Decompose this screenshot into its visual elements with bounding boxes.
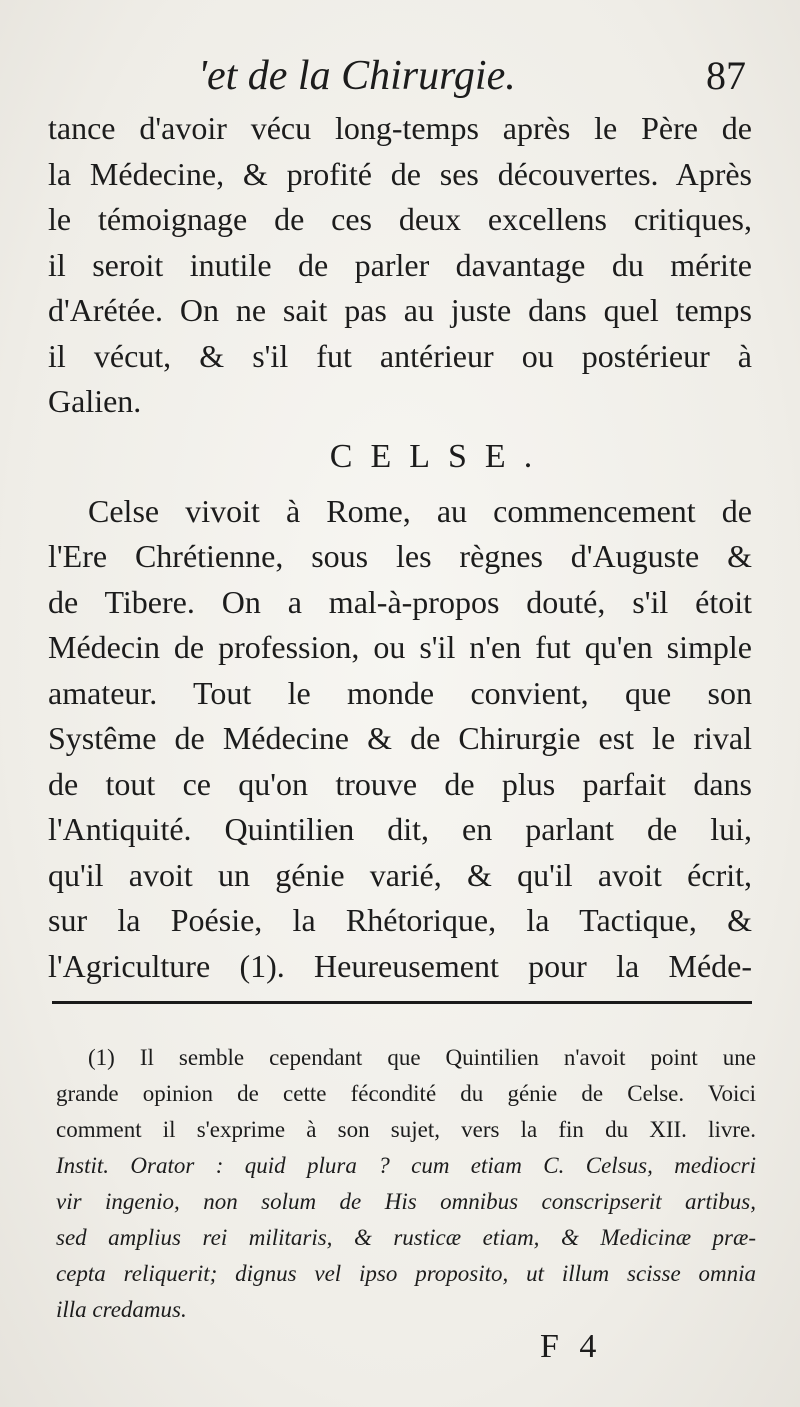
text-line: qu'il avoit un génie varié, & qu'il avoit écrit,	[48, 856, 752, 893]
footnote-line: (1) Il semble cependant que Quintilien n'avoit point une	[88, 1045, 756, 1070]
section-heading: CELSE.	[329, 437, 551, 475]
signature-mark: F 4	[540, 1328, 603, 1365]
footnote-divider	[52, 1001, 752, 1004]
footnote-line: grande opinion de cette fécondité du génie de Celse. Voici	[56, 1081, 756, 1106]
text-line: le témoignage de ces deux excellens critiques,	[48, 201, 752, 237]
text-line: Galien.	[48, 383, 142, 419]
page-number: 87	[706, 53, 746, 98]
running-title: 'et de la Chirurgie.	[198, 53, 516, 99]
main-text	[48, 106, 752, 989]
text-line: sur la Poésie, la Rhétorique, la Tactique, &	[48, 902, 752, 938]
text-line: tance d'avoir vécu long-temps après le Père de	[48, 110, 752, 146]
text-line: l'Agriculture (1). Heureusement pour la Méde-	[48, 947, 752, 984]
text-line: l'Ere Chrétienne, sous les règnes d'Auguste &	[48, 538, 752, 574]
page-header	[48, 48, 748, 104]
text-line: Systême de Médecine & de Chirurgie est le rival	[48, 720, 752, 756]
text-line: de Tibere. On a mal-à-propos douté, s'il étoit	[48, 583, 752, 620]
footnote-line: comment il s'exprime à son sujet, vers la fin du XII. livre.	[56, 1117, 756, 1142]
footnote-line: vir ingenio, non solum de His omnibus conscripserit artibus,	[56, 1189, 756, 1214]
text-line: la Médecine, & profité de ses découvertes. Après	[48, 155, 752, 192]
footnote-line: sed amplius rei militaris, & rusticæ etiam, & Medicinæ præ-	[56, 1225, 756, 1250]
text-line: il vécut, & s'il fut antérieur ou postérieur à	[48, 337, 752, 374]
text-line: Médecin de profession, ou s'il n'en fut qu'en simple	[48, 629, 752, 665]
footnote-line: Instit. Orator : quid plura ? cum etiam C. Celsus, mediocri	[56, 1153, 756, 1178]
text-line: Celse vivoit à Rome, au commencement de	[88, 492, 752, 529]
footnote-line: cepta reliquerit; dignus vel ipso proposito, ut illum scisse omnia	[56, 1261, 756, 1286]
footnote	[56, 1040, 756, 1328]
text-line: de tout ce qu'on trouve de plus parfait dans	[48, 765, 752, 802]
text-line: il seroit inutile de parler davantage du mérite	[48, 246, 752, 283]
text-line: amateur. Tout le monde convient, que son	[48, 674, 752, 711]
text-line: d'Arétée. On ne sait pas au juste dans quel temps	[48, 292, 752, 328]
text-line: l'Antiquité. Quintilien dit, en parlant de lui,	[48, 811, 752, 847]
footnote-line: illa credamus.	[56, 1297, 187, 1322]
